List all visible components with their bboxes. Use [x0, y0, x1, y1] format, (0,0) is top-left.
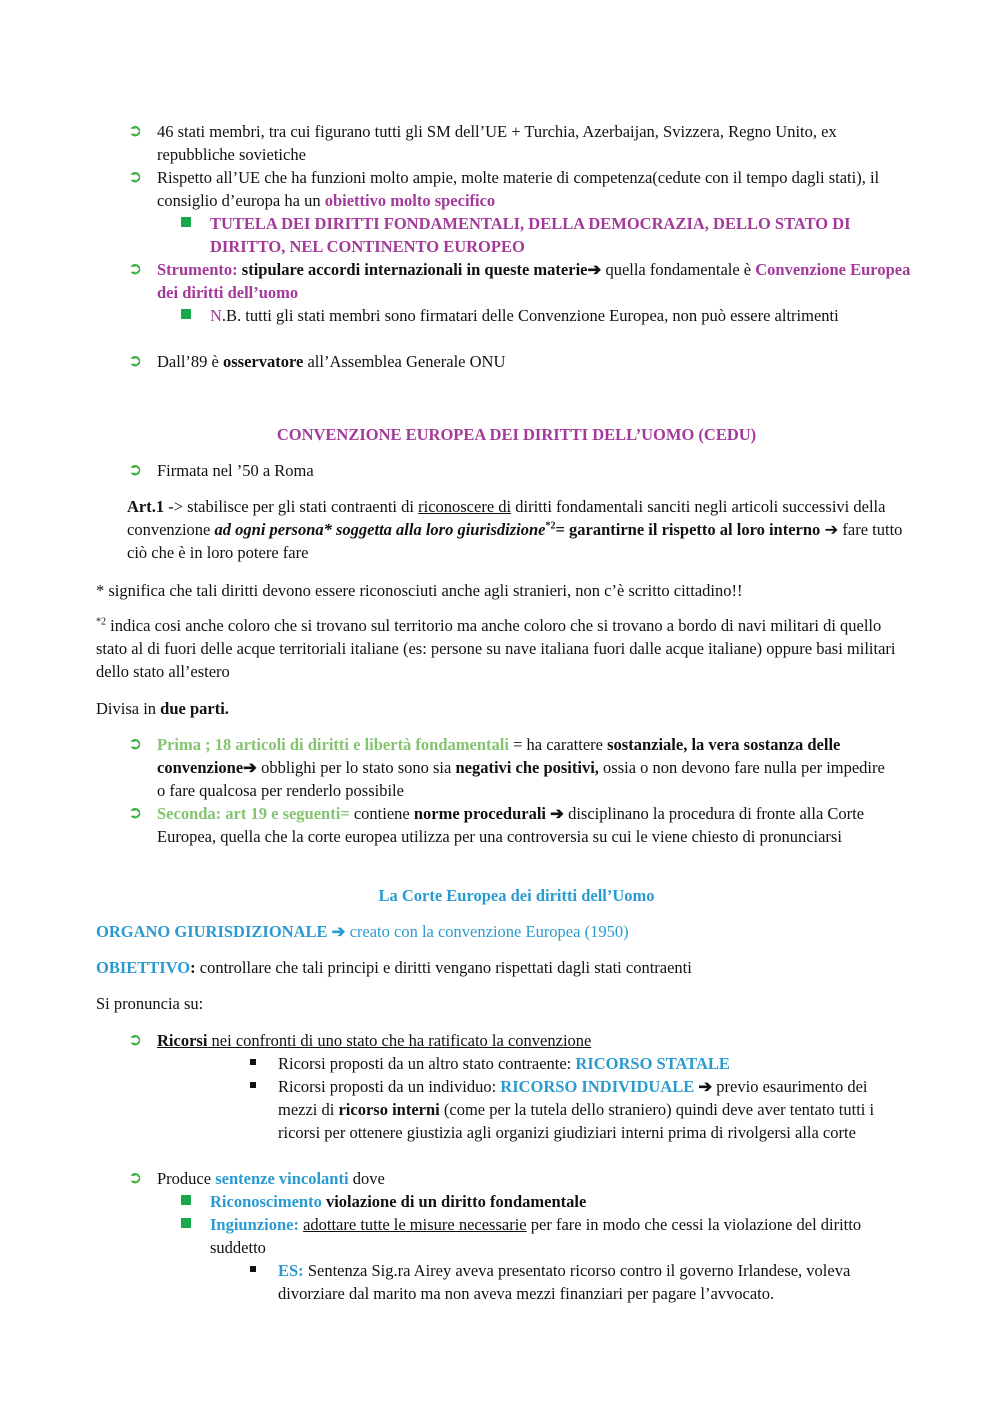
- green-arrow-icon: ➲: [128, 167, 143, 187]
- bullet-ue-comparison: Rispetto all’UE che ha funzioni molto ampie, molte materie di competenza(cedute con il tempo dagli stati), il consiglio d’europa ha un obiettivo molto specifico: [157, 168, 880, 210]
- article-1-paragraph: Art.1 -> stabilisce per gli stati contraenti di riconoscere di diritti fondamentali sanciti negli articoli successivi della convenzione ad ogni persona* soggetta alla loro giurisdizione$^{*2}$= garantirne il rispetto al loro interno ➔ fare tutto ciò che è in loro potere fare: [127, 497, 903, 562]
- bullet-prima-parte: Prima ; 18 articoli di diritti e libertà fondamentali = ha carattere sostanziale, la vera sostanza delle convenzione➔ obblighi per lo stato sono sia negativi che positivi, ossia o non devono fare nulla per impedire o fare qualcosa per renderlo possibile: [157, 735, 885, 800]
- green-arrow-icon: ➲: [128, 121, 143, 141]
- bullet-objective-text: TUTELA DEI DIRITTI FONDAMENTALI, DELLA DEMOCRAZIA, DELLO STATO DI DIRITTO, NEL CONTINENTO EUROPEO: [210, 214, 851, 256]
- green-arrow-icon: ➲: [128, 803, 143, 823]
- bullet-ricorsi: Ricorsi nei confronti di uno stato che ha ratificato la convenzione: [157, 1031, 592, 1050]
- black-square-icon: [250, 1082, 256, 1088]
- green-arrow-icon: ➲: [128, 734, 143, 754]
- footnote-asterisk-2: $^{*2}$ indica cosi anche coloro che si trovano sul territorio ma anche coloro che si trovano a bordo di navi militari di quello stato al di fuori delle acque territoriali italiane (es: persone su nave italiana fuori dalle acque italiane) oppure basi militari dello stato all’estero: [96, 616, 896, 681]
- bullet-ingiunzione: Ingiunzione: adottare tutte le misure necessarie per fare in modo che cessi la violazione del diritto suddetto: [210, 1215, 862, 1257]
- green-square-icon: [181, 309, 191, 319]
- bullet-observer: Dall’89 è osservatore all’Assemblea Generale ONU: [157, 352, 506, 371]
- sub-bullet-ricorso-individuale: Ricorsi proposti da un individuo: RICORSO INDIVIDUALE ➔ previo esaurimento dei mezzi di ricorso interni (come per la tutela dello straniero) quindi deve aver tentato tutti i ricorsi per ottenere giustizia agli organizi giudiziari interni prima di rivolgersi alla corte: [278, 1077, 875, 1142]
- right-arrow-icon: ➔: [243, 758, 257, 777]
- bullet-member-states: 46 stati membri, tra cui figurano tutti gli SM dell’UE + Turchia, Azerbaijan, Svizzera, Regno Unito, ex repubbliche sovietiche: [157, 122, 837, 164]
- right-arrow-icon: ➔: [331, 922, 346, 941]
- example-airey: ES: Sentenza Sig.ra Airey aveva presentato ricorso contro il governo Irlandese, voleva divorziare dal marito ma non aveva mezzi finanziari per pagare l’avvocato.: [278, 1261, 851, 1303]
- divisa-paragraph: Divisa in due parti.: [96, 699, 229, 718]
- green-arrow-icon: ➲: [128, 259, 143, 279]
- right-arrow-icon: ➔: [824, 520, 839, 539]
- right-arrow-icon: ➔: [698, 1077, 713, 1096]
- green-square-icon: [181, 217, 191, 227]
- black-square-icon: [250, 1266, 256, 1272]
- organo-paragraph: ORGANO GIURISDIZIONALE ➔ creato con la convenzione Europea (1950): [96, 922, 629, 941]
- bullet-sentenze: Produce sentenze vincolanti dove: [157, 1169, 385, 1188]
- pronuncia-paragraph: Si pronuncia su:: [96, 994, 204, 1013]
- green-arrow-icon: ➲: [128, 1168, 143, 1188]
- green-arrow-icon: ➲: [128, 1030, 143, 1050]
- green-square-icon: [181, 1218, 191, 1228]
- section-heading-corte: La Corte Europea dei diritti dell’Uomo: [378, 886, 655, 905]
- black-square-icon: [250, 1059, 256, 1065]
- bullet-nb: N.B. tutti gli stati membri sono firmatari delle Convenzione Europea, non può essere altrimenti: [210, 306, 839, 325]
- bullet-riconoscimento: Riconoscimento violazione di un diritto fondamentale: [210, 1192, 587, 1211]
- bullet-seconda-parte: Seconda: art 19 e seguenti= contiene norme procedurali ➔ disciplinano la procedura di fronte alla Corte Europea, quella che la corte europea utilizza per una controversia su cui le viene chiesto di pronunciarsi: [157, 804, 865, 846]
- footnote-asterisk: * significa che tali diritti devono essere riconosciuti anche agli stranieri, non c’è scritto cittadino!!: [96, 581, 743, 600]
- green-arrow-icon: ➲: [128, 460, 143, 480]
- bullet-strumento: Strumento: stipulare accordi internazionali in queste materie➔ quella fondamentale è Convenzione Europea dei diritti dell’uomo: [157, 260, 911, 302]
- obiettivo-paragraph: OBIETTIVO: controllare che tali principi e diritti vengano rispettati dagli stati contraenti: [96, 958, 692, 977]
- bullet-firmata: Firmata nel ’50 a Roma: [157, 461, 314, 480]
- section-heading-cedu: CONVENZIONE EUROPEA DEI DIRITTI DELL’UOMO (CEDU): [276, 425, 757, 444]
- right-arrow-icon: ➔: [587, 260, 602, 279]
- sub-bullet-ricorso-statale: Ricorsi proposti da un altro stato contraente: RICORSO STATALE: [278, 1054, 730, 1073]
- green-arrow-icon: ➲: [128, 351, 143, 371]
- green-square-icon: [181, 1195, 191, 1205]
- right-arrow-icon: ➔: [550, 804, 564, 823]
